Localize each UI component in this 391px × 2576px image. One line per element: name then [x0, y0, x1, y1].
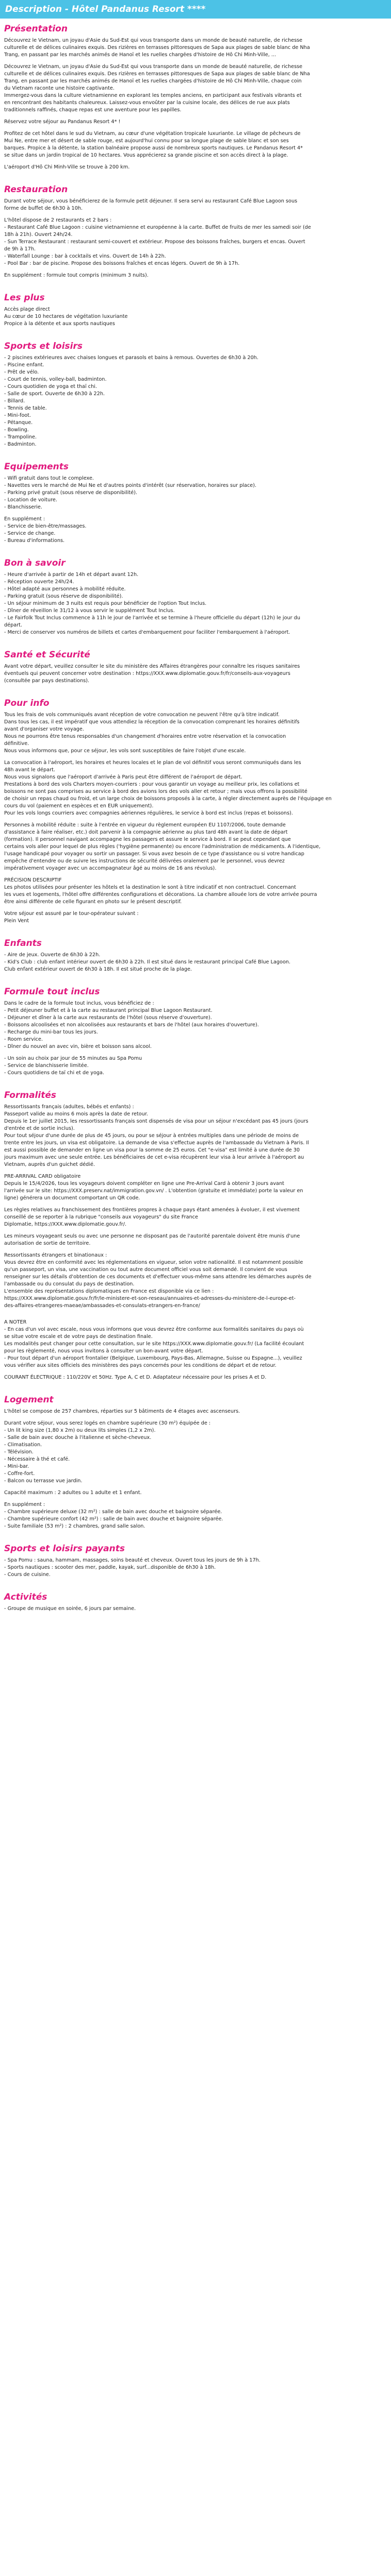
section-text-line: - Service de blanchisserie limitée.	[4, 1063, 89, 1069]
section-heading: Equipements	[4, 462, 69, 472]
section-text-line: - Un séjour minimum de 3 nuits est requis pour bénéficier de l'option Tout Inclus.	[4, 601, 207, 606]
section-text-line: L'ensemble des représentations diplomatiques en France est disponible via ce lien :	[4, 1289, 214, 1294]
section	[4, 938, 387, 973]
section-text-line: qu'un passeport, un visa, une vaccination ou tout autre document officiel vous soit demandé. Il convient de vous	[4, 1267, 287, 1273]
section-text-line: Au cœur de 10 hectares de végétation luxuriante	[4, 314, 128, 319]
section-text-line: Découvrez le Vietnam, un joyau d'Asie du Sud-Est qui vous transporte dans un monde de beauté naturelle, de richesse	[4, 38, 303, 43]
section-text-line: - En cas d'un vol avec escale, nous vous informons que vous devrez être conforme aux formalités sanitaires du pays où	[4, 1327, 304, 1332]
section-text-line: barques. Propice à la détente, la station balnéaire propose aussi de nombreux sports nautiques. Le Pandanus Resort 4*	[4, 145, 303, 151]
section-text-line: se situe votre escale et de votre pays de destination finale.	[4, 1334, 153, 1340]
section-text-line: Réservez votre séjour au Pandanus Resort 4* !	[4, 119, 121, 125]
section-text-line: Découvrez le Vietnam, un joyau d'Asie du Sud-Est qui vous transporte dans un monde de beauté naturelle, de richesse	[4, 64, 303, 70]
section-text-line: Vous devrez être en conformité avec les réglementations en vigueur, selon votre nationalité. Il est notamment possible	[4, 1260, 303, 1265]
section-text-line: avant d'organiser votre voyage.	[4, 726, 84, 732]
description-sections	[4, 24, 387, 1613]
section-text-line: Dans tous les cas, il est impératif que vous attendiez la réception de la convocation comprenant les horaires définitifs	[4, 719, 300, 725]
section-text-line: - Coffre-fort.	[4, 1471, 35, 1477]
section-text-line: - Trampoline.	[4, 434, 37, 440]
section-text-line: - Recharge du mini-bar tous les jours.	[4, 1029, 98, 1035]
section-heading: Restauration	[4, 184, 68, 195]
section-text-line: - Service de bien-être/massages.	[4, 523, 87, 529]
section-text-line: Vietnam, auprès d'un guichet dédié.	[4, 1162, 95, 1167]
section-text-line: du Vietnam raconte une histoire captivante.	[4, 86, 115, 91]
section-text-line: 48h avant le départ.	[4, 767, 55, 773]
section-text-line: renseigner sur les détails d'obtention de ces documents et d'effectuer vous-même sans attendre les démarches auprès de	[4, 1274, 312, 1280]
section-text-line: - Boissons alcoolisées et non alcoolisées aux restaurants et bars de l'hôtel (aux horaires d'ouverture).	[4, 1022, 259, 1028]
section-text-line: - Merci de conserver vos numéros de billets et cartes d'embarquement pour faciliter l'embarquement à l'aéroport.	[4, 630, 290, 635]
section-text-line: l'arrivée sur le site: https://XXX.preserv.nat/immigration.gov.vn/ . L'obtention (gratuite et immédiate) porte la valeur en	[4, 1188, 303, 1194]
section-text-line: Votre séjour est assuré par le tour-opérateur suivant :	[4, 911, 139, 917]
section-text-line: - Parking privé gratuit (sous réserve de disponibilité).	[4, 490, 138, 496]
section-text-line: - Climatisation.	[4, 1442, 42, 1448]
section-text-line: Depuis le 1er juillet 2015, les ressortissants français sont dispensés de visa pour un séjour n'excédant pas 45 jours (jours	[4, 1118, 308, 1124]
section-heading: Santé et Sécurité	[4, 650, 90, 660]
section-text-line: l'ambassade ou du consulat du pays de destination.	[4, 1281, 135, 1287]
section-text-line: - Billard.	[4, 398, 25, 404]
section-text-line: Immergez-vous dans la culture vietnamienne en explorant les temples anciens, en participant aux festivals vibrants et	[4, 93, 302, 98]
paragraph-gap	[4, 1247, 387, 1252]
section-text-line: - Parking gratuit (sous réserve de disponibilité).	[4, 594, 123, 599]
section-text-line: A NOTER	[4, 1319, 27, 1325]
section-text-line: L'hôtel dispose de 2 restaurants et 2 bars :	[4, 217, 112, 223]
section-text-line: - Restaurant Café Blue Lagoon : cuisine vietnamienne et européenne à la carte. Buffet de fruits de mer les samedi soir (de	[4, 225, 311, 230]
paragraph-gap	[4, 59, 387, 63]
section-text-line: - Hôtel adapté aux personnes à mobilité réduite.	[4, 586, 126, 592]
section-text-line: - Prêt de vélo.	[4, 369, 39, 375]
paragraph-gap	[4, 817, 387, 822]
section-text-line: PRÉCISION DESCRIPTIF	[4, 877, 62, 883]
section-text-line: - Chambre supérieure deluxe (32 m²) : salle de bain avec douche et baignoire séparée.	[4, 1509, 222, 1515]
section-text-line: - Déjeuner et dîner à la carte aux restaurants de l'hôtel (sous réserve d'ouverture).	[4, 1015, 212, 1021]
section-text-line: Passeport valide au moins 6 mois après la date de retour.	[4, 1111, 149, 1117]
section-text-line: - Cours quotidiens de taï chi et de yoga.	[4, 1070, 105, 1076]
section-text-line: - Le Fairfolk Tout Inclus commence à 11h le jour de l'arrivée et se termine à l'heure officielle du départ (12h) le jour du	[4, 615, 301, 621]
section-text-line: Nous vous signalons que l'aéroport d'arrivée à Paris peut être différent de l'aéroport de départ.	[4, 774, 242, 780]
section-text-line: Accès plage direct	[4, 307, 50, 312]
section-text-line: Plein Vent	[4, 918, 29, 924]
section-text-line: est aussi possible de demander en ligne un visa pour la somme de 25 euros. Cet "e-visa" est limité à une durée de 30	[4, 1147, 300, 1153]
section-text-line: Mui Ne, entre mer et désert de sable rouge, est aujourd'hui connu pour sa longue plage de sable blanc et son ses	[4, 138, 289, 144]
paragraph-gap	[4, 114, 387, 118]
section-text-line: - Spa Pomu : sauna, hammam, massages, soins beauté et cheveux. Ouvert tous les jours de 9h à 17h.	[4, 1557, 260, 1563]
section-text-line: L'aéroport d'Hô Chi Minh-Ville se trouve à 200 km.	[4, 164, 130, 170]
section-text-line: - Salle de sport. Ouverte de 6h30 à 22h.	[4, 391, 105, 397]
section-text-line: Prestations à bord des vols Charters moyen-courriers : pour vous garantir un voyage au meilleur prix, les collations et	[4, 782, 300, 787]
section-text-line: - Balcon ou terrasse vue jardin.	[4, 1478, 83, 1484]
section-text-line: ligne) générera un document comportant un QR code.	[4, 1195, 140, 1201]
section-text-line: Personnes à mobilité réduite : suite à l'entrée en vigueur du règlement européen EU 1107/2006, toute demande	[4, 822, 286, 828]
section-text-line: - Piscine enfant.	[4, 362, 44, 368]
section-text-line: 18h à 21h). Ouvert 24h/24.	[4, 232, 73, 238]
section-text-line: - Sun Terrace Restaurant : restaurant semi-couvert et extérieur. Propose des boissons fraîches, burgers et encas. Ouvert	[4, 239, 305, 245]
section-text-line: d'assistance à faire réaliser, etc.) doit parvenir à la compagnie aérienne au plus tard 48h avant la date de départ	[4, 829, 288, 835]
paragraph-gap	[4, 1314, 387, 1319]
section-text-line: les vues et logements, l'hôtel offre différentes configurations et décorations. La chambre allouée lors de votre arrivée pourra	[4, 892, 317, 897]
section-text-line: - Dîner de réveillon le 31/12 à vous servir le supplément Tout Inclus.	[4, 608, 175, 614]
section-text-line: autorisation de sortie de territoire.	[4, 1241, 91, 1246]
section-text-line: - Service de change.	[4, 531, 56, 536]
section	[4, 987, 387, 1077]
section-text-line: départ.	[4, 622, 23, 628]
section-text-line: Durant votre séjour, vous serez logés en chambre supérieure (30 m²) équipée de :	[4, 1420, 211, 1426]
section-text-line: impérativement voyager avec un accompagnateur âgé au moins de 16 ans révolus).	[4, 866, 217, 871]
section	[4, 650, 387, 685]
section-text-line: - Pool Bar : bar de piscine. Propose des boissons fraîches et encas légers. Ouvert de 9h à 17h.	[4, 261, 240, 266]
section-text-line: - Bureau d'informations.	[4, 538, 65, 544]
section-text-line: - Nécessaire à thé et café.	[4, 1456, 70, 1462]
section-text-line: Nous ne pourrons être tenus responsables d'un changement d'horaires entre votre réservation et la convocation	[4, 734, 286, 739]
section-text-line: - Suite familiale (53 m²) : 2 chambres, grand salle salon.	[4, 1523, 145, 1529]
section-text-line: cours du vol (paiement en espèces et en EUR uniquement).	[4, 803, 154, 809]
section-heading: Formalités	[4, 1090, 56, 1100]
section-heading: Logement	[4, 1395, 54, 1405]
section-text-line: - Location de voiture.	[4, 497, 57, 503]
paragraph-gap	[4, 267, 387, 272]
paragraph-gap	[4, 1369, 387, 1374]
section-text-line: Depuis le 15/4/2026, tous les voyageurs doivent compléter en ligne une Pre-Arrival Card à obtenir 3 jours avant	[4, 1181, 284, 1187]
section-text-line: traditionnels raffinés, chaque repas est une aventure pour les papilles.	[4, 107, 182, 113]
section-heading: Enfants	[4, 938, 42, 948]
section-text-line: définitive.	[4, 741, 29, 747]
section	[4, 698, 387, 925]
section-text-line: - Mini-foot.	[4, 413, 31, 418]
paragraph-gap	[4, 159, 387, 164]
section-text-line: - Tennis de table.	[4, 405, 47, 411]
section-text-line: - Bowling.	[4, 427, 29, 433]
section-text-line: Ressortissants étrangers et binationaux :	[4, 1252, 107, 1258]
paragraph-gap	[4, 1415, 387, 1420]
section-text-line: Durant votre séjour, vous bénéficierez de la formule petit déjeuner. Il sera servi au restaurant Café Blue Lagoon sous	[4, 198, 298, 204]
section-text-line: Pour tout séjour d'une durée de plus de 45 jours, ou pour se séjour à entrées multiples dans une période de moins de	[4, 1133, 299, 1139]
section-text-line: de 9h à 17h.	[4, 246, 36, 252]
section-text-line: - Blanchisserie.	[4, 504, 42, 510]
section-text-line: - 2 piscines extérieures avec chaises longues et parasols et bains à remous. Ouvertes de 6h30 à 20h.	[4, 355, 259, 361]
section	[4, 1592, 387, 1613]
section-text-line: Club enfant extérieur ouvert de 6h30 à 18h. Il est situé proche de la plage.	[4, 967, 192, 972]
section-text-line: - Dîner du nouvel an avec vin, bière et boisson sans alcool.	[4, 1044, 152, 1049]
section-text-line: COURANT ÉLECTRIQUE : 110/220V et 50Hz. Type A, C et D. Adaptateur nécessaire pour les prises A et D.	[4, 1375, 267, 1380]
section-text-line: - Télévision.	[4, 1449, 34, 1455]
section-heading: Formule tout inclus	[4, 987, 100, 997]
section-text-line: En supplément :	[4, 1502, 45, 1507]
section-text-line: empêche d'entendre ou de suivre les instructions de sécurité délivrées oralement par le personnel, vous devrez	[4, 858, 285, 864]
section-text-line: - Badminton.	[4, 442, 37, 447]
paragraph-gap	[4, 1050, 387, 1055]
section-text-line: - Cours quotidien de yoga et thaï chi.	[4, 384, 97, 389]
section-text-line: - Pour tout départ d'un aéroport frontalier (Belgique, Luxembourg, Pays-Bas, Allemagne, Suisse ou Espagne...), veuillez	[4, 1355, 302, 1361]
section	[4, 1544, 387, 1579]
section-text-line: se situe dans un jardin tropical de 10 hectares. Vous apprécierez sa grande piscine et son accès direct à la plage.	[4, 152, 288, 158]
paragraph-gap	[4, 1485, 387, 1489]
section-text-line: - Un lit king size (1,80 x 2m) ou deux lits simples (1,2 x 2m).	[4, 1428, 156, 1433]
section-heading: Sports et loisirs payants	[4, 1544, 125, 1554]
section-text-line: conseillé de se reporter à la rubrique "conseils aux voyageurs" du site France	[4, 1214, 198, 1220]
section	[4, 341, 387, 448]
paragraph-gap	[4, 1497, 387, 1501]
section	[4, 558, 387, 636]
section-text-line: des-affaires-etrangeres-maeae/ambassades-et-consulats-etrangers-en-france/	[4, 1303, 200, 1309]
section-text-line: Nous vous informons que, pour ce séjour, les vols sont susceptibles de faire l'objet d'une escale.	[4, 748, 246, 754]
section-text-line: vous vérifier aux sites officiels des ministères des pays concernés pour les conditions de départ et de retour.	[4, 1363, 276, 1368]
section-text-line: - Groupe de musique en soirée, 6 jours par semaine.	[4, 1606, 136, 1612]
section-text-line: - Salle de bain avec douche à l'italienne et sèche-cheveux.	[4, 1435, 152, 1440]
paragraph-gap	[4, 1168, 387, 1173]
section-text-line: éventuels qui peuvent concerner votre destination : https://XXX.www.diplomatie.gouv.fr/fr/conseils-aux-voyageurs	[4, 671, 290, 676]
section-text-line: - Kid's Club : club enfant intérieur ouvert de 6h30 à 22h. Il est situé dans le restaurant principal Café Blue Lagoon.	[4, 959, 291, 965]
section	[4, 24, 387, 171]
section-text-line: Les photos utilisées pour présenter les hôtels et la destination le sont à titre indicatif et non contractuel. Concernant	[4, 885, 296, 890]
section-text-line: La convocation à l'aéroport, les horaires et heures locales et le plan de vol définitif vous seront communiqués dans les	[4, 760, 301, 766]
section-text-line: En supplément :	[4, 516, 45, 522]
section-text-line: - Room service.	[4, 1037, 43, 1042]
section-text-line: Trang, en passant par les marchés animés de Hanoï et les ruelles chargées d'histoire de Hô Chi Minh-Ville, ...	[4, 52, 276, 58]
section-text-line: jours maximum avec une seule entrée. Les bénéficiaires de cet e-visa récupèrent leur visa à leur arrivée à l'aéroport au	[4, 1155, 304, 1160]
section-text-line: Capacité maximum : 2 adultes ou 1 adulte et 1 enfant.	[4, 1490, 142, 1496]
section-text-line: Trang, en passant par les marchés animés de Hanoï et les ruelles chargées d'histoire de Hô Chi Minh-Ville, chaque coin	[4, 78, 302, 84]
section-text-line: culturelle et de délices culinaires exquis. Des rizières en terrasses pittoresques de Sapa aux plages de sable blanc de Nha	[4, 71, 310, 77]
section-text-line: l'usage handicapé pour voyager ou sortir un passager. Si vous avez besoin de ce type d'assistance ou si votre handicap	[4, 851, 304, 857]
section	[4, 1395, 387, 1530]
section	[4, 462, 387, 545]
section-text-line: Pour les vols longs courriers avec compagnies aériennes régulières, le service à bord est inclus (repas et boissons).	[4, 810, 293, 816]
section-text-line: Dans le cadre de la formule tout inclus, vous bénéficiez de :	[4, 1001, 154, 1006]
paragraph-gap	[4, 1310, 387, 1314]
section-text-line: - Waterfall Lounge : bar à cocktails et vins. Ouvert de 14h à 22h.	[4, 253, 166, 259]
paragraph-gap	[4, 126, 387, 130]
section-text-line: Les mineurs voyageant seuls ou avec une personne ne disposant pas de l'autorité parentale doivent être munis d'une	[4, 1233, 300, 1239]
section-text-line: - Cours de cuisine.	[4, 1572, 51, 1578]
section-text-line: pour les règlementé, nous vous invitons à consulter un bon-avant votre départ.	[4, 1348, 203, 1354]
section-text-line: être ainsi différente de celle figurant en photo sur le présent descriptif.	[4, 899, 182, 905]
section-text-line: Les règles relatives au franchissement des frontières propres à chaque pays étant amenées à évoluer, il est vivement	[4, 1207, 300, 1213]
section-text-line: - Un soin au choix par jour de 55 minutes au Spa Pomu	[4, 1056, 142, 1061]
section-text-line: Profitez de cet hôtel dans le sud du Vietnam, au cœur d'une végétation tropicale luxuriante. Le village de pêcheurs de	[4, 131, 301, 137]
section	[4, 1090, 387, 1381]
page-title: Description - Hôtel Pandanus Resort ****	[5, 4, 206, 14]
section-heading: Sports et loisirs	[4, 341, 83, 351]
section-text-line: - Aire de jeux. Ouverte de 6h30 à 22h.	[4, 952, 101, 958]
section-text-line: trente entre les jours, un visa est obligatoire. La demande de visa s'effectue auprès de l'ambassade du Vietnam à Paris. Il	[4, 1140, 309, 1146]
section-heading: Les plus	[4, 293, 45, 303]
section-heading: Activités	[4, 1592, 47, 1602]
section-heading: Bon à savoir	[4, 558, 66, 568]
section-text-line: boissons ne sont pas comprises au service à bord des avions lors des vols aller et retour ; mais vous offrons la possibilité	[4, 789, 307, 794]
section-text-line: d'entrée et de sortie inclus).	[4, 1126, 75, 1131]
section-text-line: En supplément : formule tout compris (minimum 3 nuits).	[4, 273, 149, 278]
section-text-line: de choisir un repas chaud ou froid, et un large choix de boissons proposés à la carte, à régler directement auprès de l'équipage en	[4, 796, 332, 802]
section	[4, 184, 387, 279]
section-text-line: forme de buffet de 6h30 à 10h.	[4, 206, 83, 211]
section-text-line: PRE-ARRIVAL CARD obligatoire	[4, 1174, 81, 1179]
section-text-line: - Court de tennis, volley-ball, badminton.	[4, 377, 107, 382]
paragraph-gap	[4, 1228, 387, 1233]
section-heading: Présentation	[4, 24, 68, 34]
section-text-line: Les modalités peut changer pour cette consultation, sur le site https://XXX.www.diplomatie.gouv.fr/ (La facilité écoulant	[4, 1341, 304, 1347]
section-heading: Pour info	[4, 698, 50, 708]
section-text-line: - Pétanque.	[4, 420, 33, 426]
paragraph-gap	[4, 755, 387, 759]
section	[4, 293, 387, 328]
section-text-line: (consultée par pays destinations).	[4, 678, 90, 684]
section-text-line: (formation). Il personnel navigant accompagne les passagers et assure le service à bord. Il se peut cependant que	[4, 837, 291, 842]
section-text-line: - Réception ouverte 24h/24.	[4, 579, 74, 585]
section-text-line: - Sports nautiques : scooter des mer, paddle, kayak, surf...disponible de 6h30 à 18h.	[4, 1565, 216, 1570]
section-text-line: en rencontrant des habitants chaleureux. Laissez-vous envoûter par la cuisine locale, des délices de rue aux plats	[4, 100, 290, 106]
paragraph-gap	[4, 872, 387, 877]
paragraph-gap	[4, 1202, 387, 1207]
paragraph-gap	[4, 511, 387, 516]
section-text-line: Ressortissants français (adultes, bébés et enfants) :	[4, 1104, 134, 1110]
section-text-line: culturelle et de délices culinaires exquis. Des rizières en terrasses pittoresques de Sapa aux plages de sable blanc de Nha	[4, 45, 310, 50]
paragraph-gap	[4, 212, 387, 217]
section-text-line: - Wifi gratuit dans tout le complexe.	[4, 476, 94, 481]
section-text-line: https://XXX.www.diplomatie.gouv.fr/fr/le-ministere-et-son-reseau/annuaires-et-adresses-du-ministere-de-l-europe-et-	[4, 1296, 296, 1301]
paragraph-gap	[4, 906, 387, 910]
section-text-line: - Navettes vers le marché de Mui Ne et d'autres points d'intérêt (sur réservation, horaires sur place).	[4, 483, 257, 488]
section-text-line: Avant votre départ, veuillez consulter le site du ministère des Affaires étrangères pour connaître les risques sanitaires	[4, 664, 300, 669]
section-text-line: - Chambre supérieure confort (42 m²) : salle de bain avec douche et baignoire séparée.	[4, 1516, 223, 1522]
section-text-line: - Petit déjeuner buffet et à la carte au restaurant principal Blue Lagoon Restaurant.	[4, 1008, 213, 1013]
page-title-bar	[0, 0, 391, 19]
section-text-line: - Mini-bar.	[4, 1464, 29, 1469]
section-text-line: Propice à la détente et aux sports nautiques	[4, 321, 115, 327]
section-text-line: Diplomatie, https://XXX.www.diplomatie.gouv.fr/.	[4, 1222, 127, 1227]
section-text-line: Tous les frais de vols communiqués avant réception de votre convocation ne peuvent l'être qu'à titre indicatif.	[4, 712, 280, 718]
section-text-line: L'hôtel se compose de 257 chambres, réparties sur 5 bâtiments de 4 étages avec ascenseurs.	[4, 1409, 240, 1414]
section-text-line: certains vols aller pour lequel de plus règles ('hygiène permanente) ou encore l'administration de médicaments. A l'identique,	[4, 844, 321, 850]
section-text-line: - Heure d'arrivée à partir de 14h et départ avant 12h.	[4, 572, 139, 578]
